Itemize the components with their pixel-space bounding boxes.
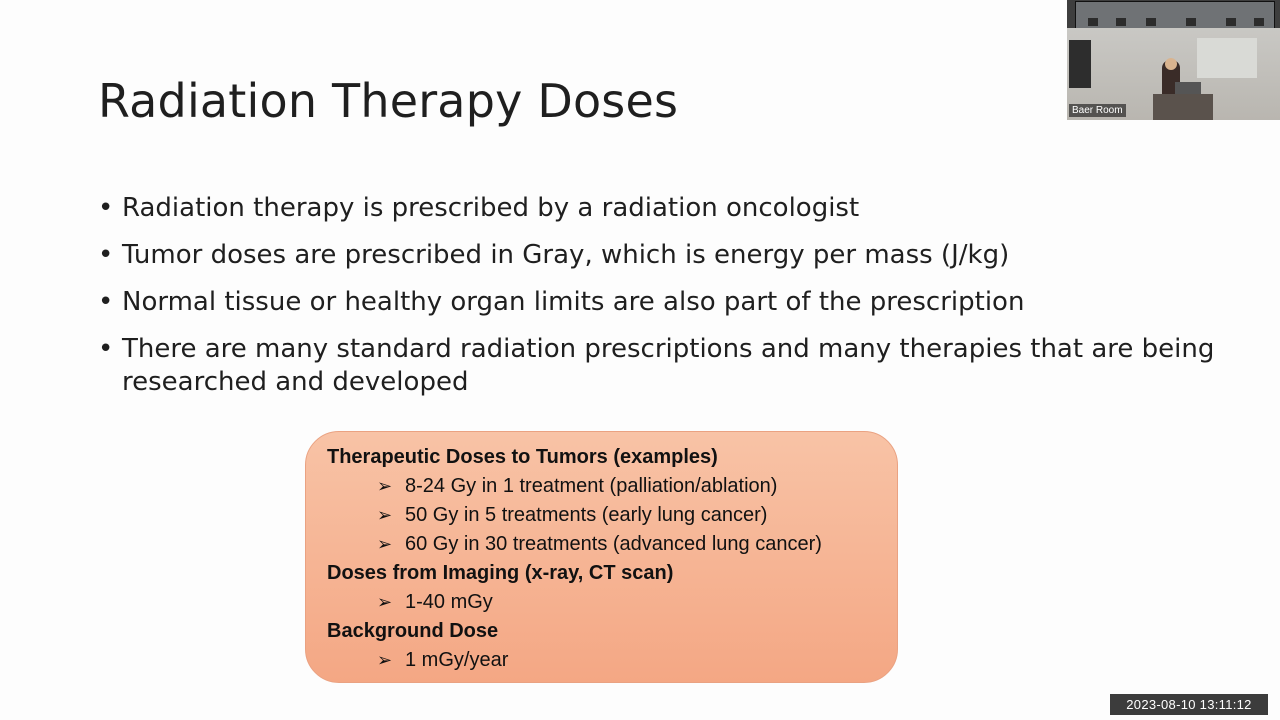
seat-shape	[1226, 18, 1236, 26]
arrow-bullet-icon: ➢	[377, 592, 393, 612]
bullet-marker: •	[98, 287, 114, 317]
seat-shape	[1254, 18, 1264, 26]
arrow-bullet-icon: ➢	[377, 534, 393, 554]
podium-shape	[1153, 94, 1213, 120]
arrow-bullet-icon: ➢	[377, 505, 393, 525]
speaker-head-shape	[1165, 58, 1177, 70]
participant-video-tile[interactable]	[1067, 0, 1280, 120]
arrow-bullet-icon: ➢	[377, 650, 393, 670]
bullet-item	[98, 286, 1218, 319]
dose-item	[327, 647, 897, 676]
room-camera-thumbnail	[1075, 1, 1275, 29]
door-shape	[1069, 40, 1091, 88]
bullet-marker: •	[98, 334, 114, 364]
recording-timestamp: 2023-08-10 13:11:12	[1110, 694, 1268, 715]
bullet-item	[98, 239, 1218, 272]
bullet-text: There are many standard radiation prescriptions and many therapies that are being researched and developed	[122, 334, 1215, 397]
participant-name-label: Baer Room	[1069, 104, 1126, 117]
slide-title: Radiation Therapy Doses	[98, 74, 679, 128]
seat-shape	[1116, 18, 1126, 26]
section-heading-tumor-doses: Therapeutic Doses to Tumors (examples)	[327, 446, 718, 468]
bullet-text: Tumor doses are prescribed in Gray, which is energy per mass (J/kg)	[122, 240, 1010, 270]
bullet-marker: •	[98, 193, 114, 223]
section-heading-background-dose: Background Dose	[327, 620, 499, 642]
dose-examples-box	[305, 431, 898, 683]
bullet-text: Radiation therapy is prescribed by a radiation oncologist	[122, 193, 860, 223]
dose-item	[327, 531, 897, 560]
dose-item	[327, 589, 897, 618]
bullet-marker: •	[98, 240, 114, 270]
arrow-bullet-icon: ➢	[377, 476, 393, 496]
seat-shape	[1146, 18, 1156, 26]
bullet-item	[98, 192, 1218, 225]
dose-item-text: 60 Gy in 30 treatments (advanced lung cancer)	[405, 533, 822, 555]
dose-item-text: 8-24 Gy in 1 treatment (palliation/ablation)	[405, 475, 778, 497]
bullet-item	[98, 333, 1218, 399]
dose-item	[327, 502, 897, 531]
screen-shape	[1197, 38, 1257, 78]
section-heading-imaging-doses: Doses from Imaging (x-ray, CT scan)	[327, 562, 674, 584]
bullet-text: Normal tissue or healthy organ limits are also part of the prescription	[122, 287, 1025, 317]
dose-item-text: 50 Gy in 5 treatments (early lung cancer)	[405, 504, 768, 526]
bullet-list	[98, 192, 1218, 413]
dose-item-text: 1-40 mGy	[405, 591, 493, 613]
dose-item	[327, 473, 897, 502]
seat-shape	[1186, 18, 1196, 26]
dose-item-text: 1 mGy/year	[405, 649, 509, 671]
seat-shape	[1088, 18, 1098, 26]
